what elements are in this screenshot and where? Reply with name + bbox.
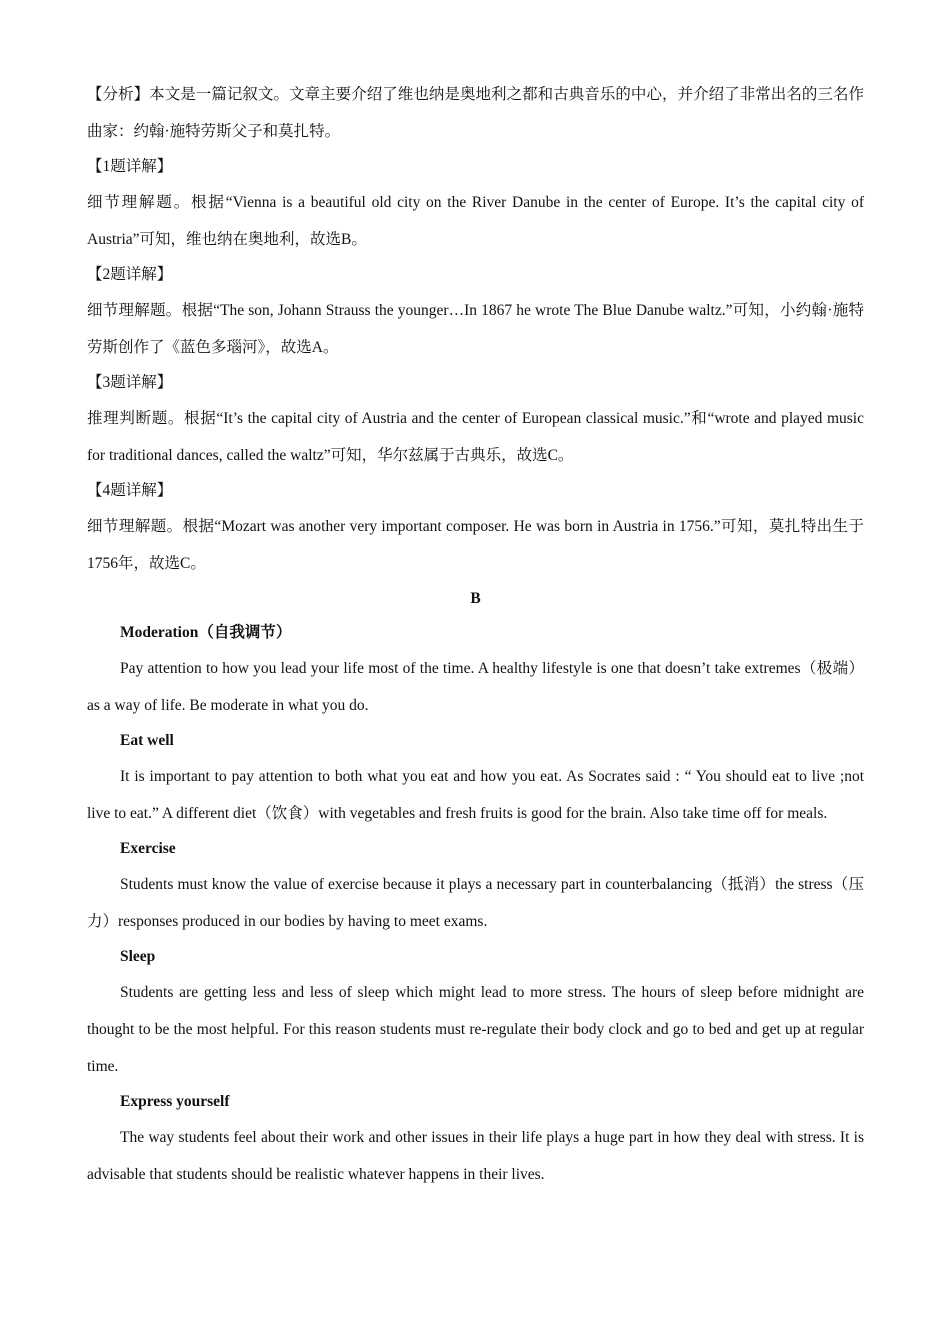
express-yourself-heading: Express yourself [120,1093,230,1110]
section-b-title: B [470,590,481,607]
document-page [87,76,864,1193]
q2-text: 细节理解题。根据“The son, Johann Strauss the younger…In 1867 he wrote The Blue Danube waltz.”可知，小约翰·施特劳斯创作了《蓝色多瑙河》，故选A。 [87,302,864,356]
moderation-heading: Moderation（自我调节） [120,624,292,641]
exercise-text: Students must know the value of exercise because it plays a necessary part in counterbalancing（抵消）the stress（压力）responses produced in our bodies by having to meet exams. [87,876,864,930]
analysis-paragraph [87,76,864,150]
express-yourself-paragraph [87,1119,864,1193]
q3-heading: 【3题详解】 [87,374,173,391]
q1-text: 细节理解题。根据“Vienna is a beautiful old city on the River Danube in the center of Europe. It’s the capital city of Austria”可知，维也纳在奥地利，故选B。 [87,194,864,248]
exercise-heading: Exercise [120,840,176,857]
sleep-heading: Sleep [120,948,156,965]
q1-paragraph [87,184,864,258]
moderation-text: Pay attention to how you lead your life most of the time. A healthy lifestyle is one that doesn’t take extremes（极端）as a way of life. Be moderate in what you do. [87,660,864,714]
moderation-paragraph [87,650,864,724]
q4-paragraph [87,508,864,582]
q3-text: 推理判断题。根据“It’s the capital city of Austria and the center of European classical music.”和“wrote and played music for traditional dances, called the waltz”可知，华尔兹属于古典乐，故选C。 [87,410,864,464]
q2-paragraph [87,292,864,366]
eat-well-heading: Eat well [120,732,174,749]
q4-text: 细节理解题。根据“Mozart was another very important composer. He was born in Austria in 1756.”可知，莫扎特出生于1756年，故选C。 [87,518,864,572]
q3-paragraph [87,400,864,474]
eat-well-text: It is important to pay attention to both what you eat and how you eat. As Socrates said : “ You should eat to live ;not live to eat.” A different diet（饮食）with vegetables and fresh fruits is good for the brain. Also take time off for meals. [87,768,864,822]
exercise-paragraph [87,866,864,940]
analysis-text: 【分析】本文是一篇记叙文。文章主要介绍了维也纳是奥地利之都和古典音乐的中心，并介绍了非常出名的三名作曲家：约翰·施特劳斯父子和莫扎特。 [87,86,864,140]
q2-heading: 【2题详解】 [87,266,173,283]
q1-heading: 【1题详解】 [87,158,173,175]
sleep-paragraph [87,974,864,1085]
express-yourself-text: The way students feel about their work and other issues in their life plays a huge part in how they deal with stress. It is advisable that students should be realistic whatever happens in their lives. [87,1129,864,1183]
eat-well-paragraph [87,758,864,832]
q4-heading: 【4题详解】 [87,482,173,499]
sleep-text: Students are getting less and less of sleep which might lead to more stress. The hours of sleep before midnight are thought to be the most helpful. For this reason students must re-regulate their body clock and go to bed and get up at regular time. [87,984,864,1075]
